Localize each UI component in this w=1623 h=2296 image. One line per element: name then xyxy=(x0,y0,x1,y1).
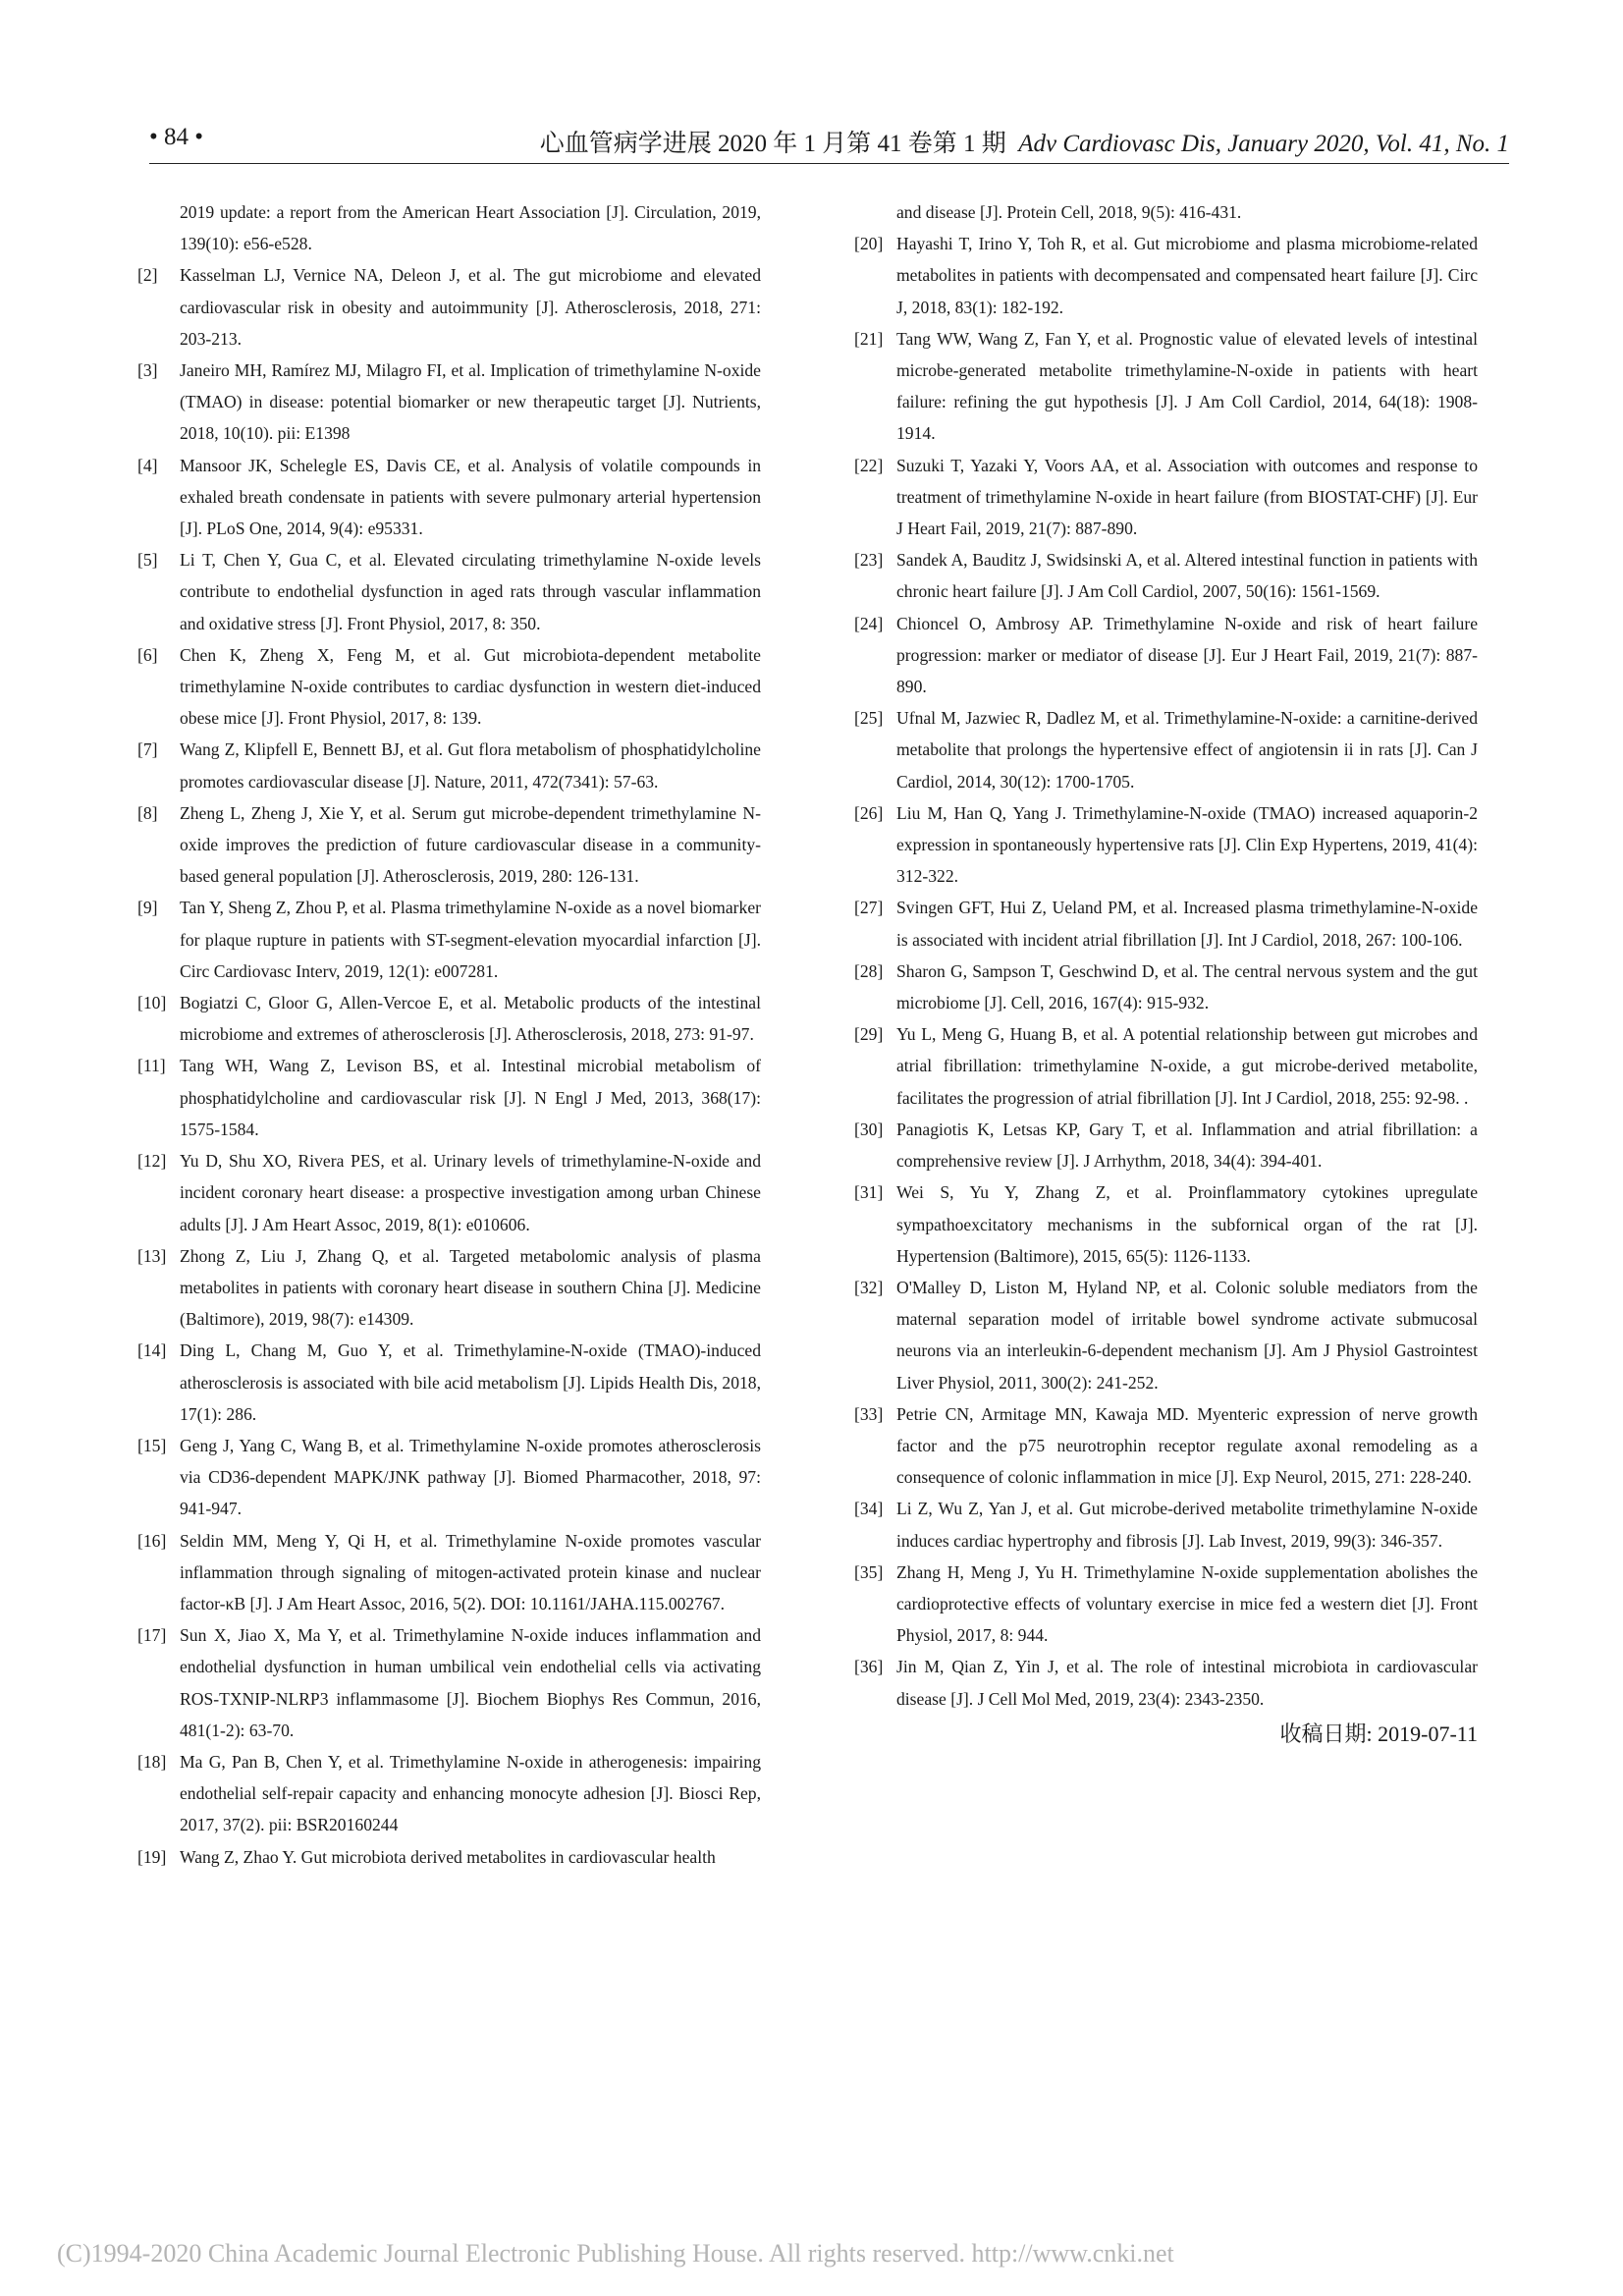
reference-number: [23] xyxy=(854,550,884,571)
reference-number: [35] xyxy=(854,1561,884,1582)
reference-number: [19] xyxy=(137,1846,167,1867)
reference-number: [33] xyxy=(854,1403,884,1424)
reference-number: [24] xyxy=(854,613,884,633)
reference-text: Kasselman LJ, Vernice NA, Deleon J, et al. The gut microbiome and elevated cardiovascular risk in obesity and autoimmunity [J]. Atherosclerosis, 2018, 271: 203-213. xyxy=(180,265,761,349)
reference-number: [10] xyxy=(137,993,167,1013)
reference-item xyxy=(137,1335,761,1430)
reference-number: [18] xyxy=(137,1751,167,1772)
reference-item xyxy=(854,228,1478,323)
reference-text: Petrie CN, Armitage MN, Kawaja MD. Myenteric expression of nerve growth factor and the p75 neurotrophin receptor regulate axonal remodeling as a consequence of colonic inflammation in mice [J]. Exp Neurol, 2015, 271: 228-240. xyxy=(896,1403,1478,1488)
reference-text: Jin M, Qian Z, Yin J, et al. The role of intestinal microbiota in cardiovascular disease [J]. J Cell Mol Med, 2019, 23(4): 2343-2350. xyxy=(896,1657,1478,1709)
reference-number: [11] xyxy=(137,1056,166,1076)
reference-text: Seldin MM, Meng Y, Qi H, et al. Trimethylamine N-oxide promotes vascular inflammation through signaling of mitogen-activated protein kinase and nuclear factor-κB [J]. J Am Heart Assoc, 2016, 5(2). DOI: 10.1161/JAHA.115.002767. xyxy=(180,1530,761,1613)
reference-text: Tang WW, Wang Z, Fan Y, et al. Prognostic value of elevated levels of intestinal microbe-generated metabolite trimethylamine-N-oxide in patients with heart failure: refining the gut hypothesis [J]. J Am Coll Cardiol, 2014, 64(18): 1908-1914. xyxy=(896,328,1478,444)
reference-item xyxy=(137,734,761,796)
reference-text: Liu M, Han Q, Yang J. Trimethylamine-N-oxide (TMAO) increased aquaporin-2 expression in spontaneously hypertensive rats [J]. Clin Exp Hypertens, 2019, 41(4): 312-322. xyxy=(896,802,1478,887)
reference-number: [13] xyxy=(137,1245,167,1266)
reference-item xyxy=(854,1651,1478,1714)
reference-number: [14] xyxy=(137,1340,167,1361)
reference-item xyxy=(137,1430,761,1525)
reference-number: [5] xyxy=(137,550,158,571)
reference-item xyxy=(137,544,761,639)
reference-number: [4] xyxy=(137,455,158,475)
reference-number: [21] xyxy=(854,328,884,349)
reference-number: [36] xyxy=(854,1657,884,1677)
reference-item xyxy=(854,1176,1478,1272)
reference-number: [25] xyxy=(854,708,884,729)
reference-item xyxy=(137,450,761,545)
reference-number: [17] xyxy=(137,1625,167,1646)
reference-number: [7] xyxy=(137,739,158,760)
reference-item xyxy=(137,355,761,450)
reference-item xyxy=(137,639,761,735)
reference-text: Janeiro MH, Ramírez MJ, Milagro FI, et al. Implication of trimethylamine N-oxide (TMAO) in disease: potential biomarker or new therapeutic target [J]. Nutrients, 2018, 10(10). pii: E1398 xyxy=(180,360,761,444)
reference-item xyxy=(854,1557,1478,1652)
journal-citation xyxy=(540,124,1509,159)
reference-text: Ufnal M, Jazwiec R, Dadlez M, et al. Trimethylamine-N-oxide: a carnitine-derived metabolite that prolongs the hypertensive effect of angiotensin ii in rats [J]. Can J Cardiol, 2014, 30(12): 1700-1705. xyxy=(896,708,1478,792)
reference-item xyxy=(854,544,1478,607)
reference-item xyxy=(854,608,1478,703)
reference-text: Li Z, Wu Z, Yan J, et al. Gut microbe-derived metabolite trimethylamine N-oxide induces cardiac hypertrophy and fibrosis [J]. Lab Invest, 2019, 99(3): 346-357. xyxy=(896,1499,1478,1551)
reference-text: Geng J, Yang C, Wang B, et al. Trimethylamine N-oxide promotes atherosclerosis via CD36-dependent MAPK/JNK pathway [J]. Biomed Pharmacother, 2018, 97: 941-947. xyxy=(180,1435,761,1519)
reference-text: Zhong Z, Liu J, Zhang Q, et al. Targeted metabolomic analysis of plasma metabolites in patients with coronary heart disease in southern China [J]. Medicine (Baltimore), 2019, 98(7): e14309. xyxy=(180,1245,761,1330)
reference-text: Yu D, Shu XO, Rivera PES, et al. Urinary levels of trimethylamine-N-oxide and incident coronary heart disease: a prospective investigation among urban Chinese adults [J]. J Am Heart Assoc, 2019, 8(1): e010606. xyxy=(180,1151,761,1234)
reference-item xyxy=(137,1145,761,1240)
reference-item xyxy=(854,1493,1478,1556)
copyright-footer: (C)1994-2020 China Academic Journal Electronic Publishing House. All rights reserved. http://www.cnki.net xyxy=(57,2239,1174,2268)
references-left-column xyxy=(137,196,761,1873)
reference-item xyxy=(854,1018,1478,1114)
reference-text: Sun X, Jiao X, Ma Y, et al. Trimethylamine N-oxide induces inflammation and endothelial dysfunction in human umbilical vein endothelial cells via activating ROS-TXNIP-NLRP3 inflammasome [J]. Biochem Biophys Res Commun, 2016, 481(1-2): 63-70. xyxy=(180,1625,761,1740)
reference-text: Ma G, Pan B, Chen Y, et al. Trimethylamine N-oxide in atherogenesis: impairing endothelial self-repair capacity and enhancing monocyte adhesion [J]. Biosci Rep, 2017, 37(2). pii: BSR20160244 xyxy=(180,1751,761,1835)
reference-item xyxy=(854,1272,1478,1398)
reference-item xyxy=(137,1841,761,1873)
reference-text: Li T, Chen Y, Gua C, et al. Elevated circulating trimethylamine N-oxide levels contribute to endothelial dysfunction in aged rats through vascular inflammation and oxidative stress [J]. Front Physiol, 2017, 8: 350. xyxy=(180,550,761,633)
reference-text: Yu L, Meng G, Huang B, et al. A potential relationship between gut microbes and atrial fibrillation: trimethylamine N-oxide, a gut microbe-derived metabolite, facilitates the progression of atrial fibrillation [J]. Int J Cardiol, 2018, 255: 92-98. . xyxy=(896,1024,1478,1108)
reference-text: Wang Z, Klipfell E, Bennett BJ, et al. Gut flora metabolism of phosphatidylcholine promotes cardiovascular disease [J]. Nature, 2011, 472(7341): 57-63. xyxy=(180,739,761,792)
reference-item xyxy=(137,1746,761,1841)
received-date: 收稿日期: 2019-07-11 xyxy=(1279,1721,1478,1746)
reference-number: [15] xyxy=(137,1435,167,1455)
reference-text: O'Malley D, Liston M, Hyland NP, et al. Colonic soluble mediators from the maternal separation model of irritable bowel syndrome activate submucosal neurons via an interleukin-6-dependent mechanism [J]. Am J Physiol Gastrointest Liver Physiol, 2011, 300(2): 241-252. xyxy=(896,1277,1478,1393)
reference-text: Bogiatzi C, Gloor G, Allen-Vercoe E, et al. Metabolic products of the intestinal microbiome and extremes of atherosclerosis [J]. Atherosclerosis, 2018, 273: 91-97. xyxy=(180,993,761,1045)
reference-item xyxy=(137,987,761,1050)
reference-text: Zhang H, Meng J, Yu H. Trimethylamine N-oxide supplementation abolishes the cardioprotective effects of voluntary exercise in mice fed a western diet [J]. Front Physiol, 2017, 8: 944. xyxy=(896,1561,1478,1646)
reference-text: Hayashi T, Irino Y, Toh R, et al. Gut microbiome and plasma microbiome-related metabolites in patients with decompensated and compensated heart failure [J]. Circ J, 2018, 83(1): 182-192. xyxy=(896,234,1478,317)
reference-item xyxy=(854,892,1478,955)
reference-text: Wei S, Yu Y, Zhang Z, et al. Proinflammatory cytokines upregulate sympathoexcitatory mechanisms in the subfornical organ of the rat [J]. Hypertension (Baltimore), 2015, 65(5): 1126-1133. xyxy=(896,1182,1478,1266)
reference-text: Sharon G, Sampson T, Geschwind D, et al. The central nervous system and the gut microbiome [J]. Cell, 2016, 167(4): 915-932. xyxy=(896,960,1478,1013)
reference-item xyxy=(854,323,1478,450)
reference-number: [27] xyxy=(854,898,884,918)
page-number: • 84 • xyxy=(149,124,204,150)
reference-text: Ding L, Chang M, Guo Y, et al. Trimethylamine-N-oxide (TMAO)-induced atherosclerosis is associated with bile acid metabolism [J]. Lipids Health Dis, 2018, 17(1): 286. xyxy=(180,1340,761,1424)
reference-item xyxy=(137,1050,761,1145)
reference-number: [6] xyxy=(137,644,158,665)
reference-item xyxy=(137,797,761,893)
reference-item xyxy=(137,1525,761,1620)
reference-text: Chioncel O, Ambrosy AP. Trimethylamine N-oxide and risk of heart failure progression: marker or mediator of disease [J]. Eur J Heart Fail, 2019, 21(7): 887-890. xyxy=(896,613,1478,697)
reference-item xyxy=(854,196,1478,228)
reference-item xyxy=(854,1398,1478,1494)
reference-item xyxy=(854,956,1478,1018)
reference-number: [26] xyxy=(854,802,884,823)
reference-number: [22] xyxy=(854,455,884,475)
reference-item xyxy=(854,702,1478,797)
reference-text: Chen K, Zheng X, Feng M, et al. Gut microbiota-dependent metabolite trimethylamine N-oxide contributes to cardiac dysfunction in western diet-induced obese mice [J]. Front Physiol, 2017, 8: 139. xyxy=(180,644,761,729)
reference-number: [16] xyxy=(137,1530,167,1551)
reference-number: [9] xyxy=(137,898,158,918)
reference-number: [32] xyxy=(854,1277,884,1297)
references-right-column xyxy=(854,196,1478,1750)
reference-text: Tan Y, Sheng Z, Zhou P, et al. Plasma trimethylamine N-oxide as a novel biomarker for plaque rupture in patients with ST-segment-elevation myocardial infarction [J]. Circ Cardiovasc Interv, 2019, 12(1): e007281. xyxy=(180,898,761,981)
reference-item xyxy=(854,1114,1478,1176)
reference-item xyxy=(137,892,761,987)
reference-number: [34] xyxy=(854,1499,884,1519)
reference-number: [12] xyxy=(137,1151,167,1172)
reference-text: Sandek A, Bauditz J, Swidsinski A, et al. Altered intestinal function in patients with chronic heart failure [J]. J Am Coll Cardiol, 2007, 50(16): 1561-1569. xyxy=(896,550,1478,602)
reference-number: [31] xyxy=(854,1182,884,1203)
reference-text: and disease [J]. Protein Cell, 2018, 9(5): 416-431. xyxy=(896,202,1242,222)
reference-item xyxy=(137,259,761,355)
reference-text: Suzuki T, Yazaki Y, Voors AA, et al. Association with outcomes and response to treatment of trimethylamine N-oxide in heart failure (from BIOSTAT-CHF) [J]. Eur J Heart Fail, 2019, 21(7): 887-890. xyxy=(896,455,1478,539)
reference-text: Svingen GFT, Hui Z, Ueland PM, et al. Increased plasma trimethylamine-N-oxide is associated with incident atrial fibrillation [J]. Int J Cardiol, 2018, 267: 100-106. xyxy=(896,898,1478,950)
reference-item xyxy=(854,450,1478,545)
reference-number: [30] xyxy=(854,1119,884,1139)
reference-text: Zheng L, Zheng J, Xie Y, et al. Serum gut microbe-dependent trimethylamine N-oxide improves the prediction of future cardiovascular disease in a community-based general population [J]. Atherosclerosis, 2019, 280: 126-131. xyxy=(180,802,761,887)
reference-item xyxy=(137,1240,761,1336)
reference-number: [3] xyxy=(137,360,158,381)
reference-item xyxy=(137,196,761,259)
reference-number: [2] xyxy=(137,265,158,286)
reference-number: [20] xyxy=(854,234,884,254)
journal-title-en: Adv Cardiovasc Dis, January 2020, Vol. 41, No. 1 xyxy=(1018,131,1509,157)
reference-text: 2019 update: a report from the American Heart Association [J]. Circulation, 2019, 139(10): e56-e528. xyxy=(180,202,761,254)
journal-title-cn: 心血管病学进展 2020 年 1 月第 41 卷第 1 期 xyxy=(539,131,1006,157)
running-header xyxy=(149,124,1509,164)
reference-number: [8] xyxy=(137,802,158,823)
reference-number: [29] xyxy=(854,1024,884,1045)
reference-text: Mansoor JK, Schelegle ES, Davis CE, et al. Analysis of volatile compounds in exhaled breath condensate in patients with severe pulmonary arterial hypertension [J]. PLoS One, 2014, 9(4): e95331. xyxy=(180,455,761,539)
reference-item xyxy=(854,797,1478,893)
reference-text: Panagiotis K, Letsas KP, Gary T, et al. Inflammation and atrial fibrillation: a comprehensive review [J]. J Arrhythm, 2018, 34(4): 394-401. xyxy=(896,1119,1478,1172)
reference-number: [28] xyxy=(854,960,884,981)
reference-text: Wang Z, Zhao Y. Gut microbiota derived metabolites in cardiovascular health xyxy=(180,1846,716,1867)
reference-text: Tang WH, Wang Z, Levison BS, et al. Intestinal microbial metabolism of phosphatidylcholine and cardiovascular risk [J]. N Engl J Med, 2013, 368(17): 1575-1584. xyxy=(180,1056,761,1139)
reference-item xyxy=(137,1619,761,1746)
